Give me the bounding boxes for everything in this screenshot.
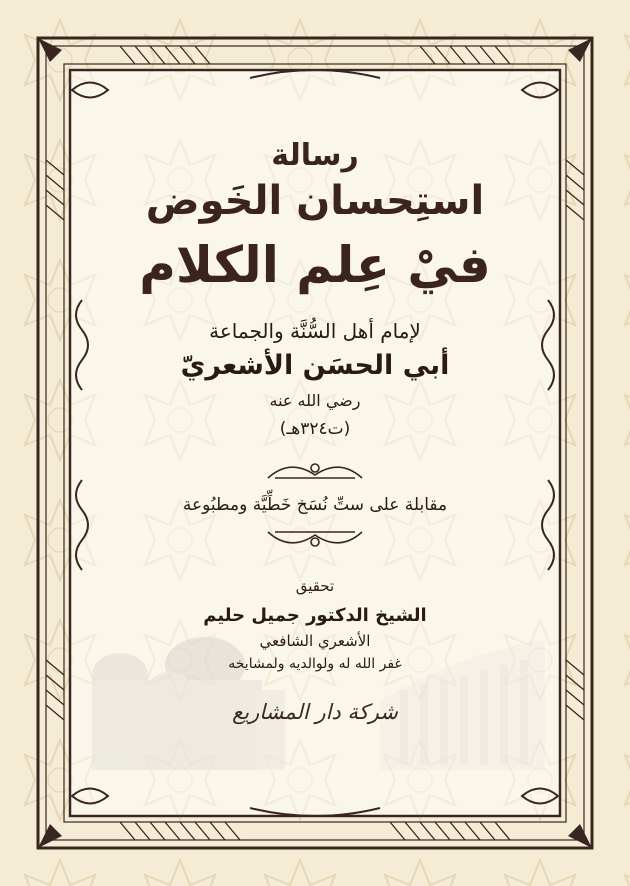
title-line-1: رسالة [271, 138, 359, 173]
author-intro: لإمام أهل السُّنَّة والجماعة [209, 319, 421, 343]
editor-prayer: غفر الله له ولوالديه ولمشايخه [228, 656, 402, 672]
collation-note: مقابلة على ستِّ نُسَخ خَطِّيَّة ومطبُوعة [182, 495, 448, 515]
editor-affiliation: الأشعري الشافعي [259, 632, 371, 650]
publisher-logo: شركة دار المشاريع [232, 700, 398, 724]
honorific: رضي الله عنه [269, 391, 361, 410]
editing-label: تحقيق [295, 577, 335, 595]
title-line-3: فيْ عِلم الكلام [139, 236, 491, 294]
author-name: أبي الحسَن الأشعريّ [180, 350, 450, 381]
editor-name: الشيخ الدكتور جميل حليم [203, 605, 427, 626]
death-date: (ت٣٢٤هـ) [279, 419, 351, 439]
title-line-2: استِحسان الخَوض [145, 178, 485, 224]
